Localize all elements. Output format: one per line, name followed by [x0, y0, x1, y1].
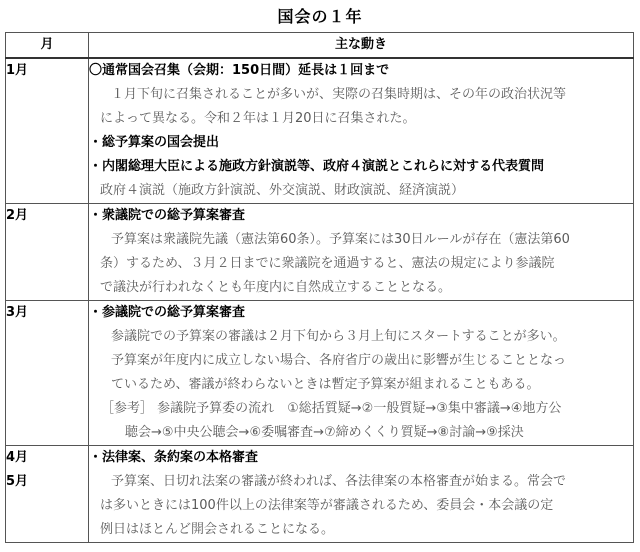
reference-note: ［参考］ 参議院予算委の流れ ①総括質疑→②一般質疑→③集中審議→④地方公: [101, 401, 562, 416]
event-note: 参議院での予算案の審議は２月下旬から３月上旬にスタートすることが多い。: [111, 329, 566, 344]
event-note: によって異なる。令和２年は１月20日に召集された。: [100, 111, 416, 126]
events-cell: [89, 58, 634, 204]
schedule-table: [5, 32, 634, 543]
event-heading: ・総予算案の国会提出: [89, 135, 220, 150]
events-cell: [89, 204, 634, 301]
table-row: [6, 446, 634, 543]
table-row: [6, 58, 634, 204]
events-cell: [89, 446, 634, 543]
event-heading: ・衆議院での総予算案審査: [89, 208, 246, 223]
event-note: 予算案は衆議院先議（憲法第60条）。予算案には30日ルールが存在（憲法第60: [111, 232, 570, 247]
event-heading: 〇通常国会召集（会期：150日間）延長は１回まで: [89, 63, 390, 78]
events-cell: [89, 301, 634, 446]
month-cell: [6, 301, 89, 446]
event-note: １月下旬に召集されることが多いが、実際の召集時期は、その年の政治状況等: [111, 87, 567, 102]
month-cell: [6, 446, 89, 543]
event-note: 予算案が年度内に成立しない場合、各府省庁の歳出に影響が生じることとなっ: [111, 353, 567, 368]
reference-note: 聴会→⑤中央公聴会→⑥委嘱審査→⑦締めくくり質疑→⑧討論→⑨採決: [125, 425, 524, 440]
events-column-header: 主な動き: [89, 33, 634, 59]
month-cell: [6, 58, 89, 204]
page-title: 国会の１年: [277, 7, 363, 26]
event-note: で議決が行われなくとも年度内に自然成立することとなる。: [100, 280, 452, 295]
event-note: は多いときには100件以上の法律案等が審議されるため、委員会・本会議の定: [100, 498, 554, 513]
month-label: 4月: [6, 450, 29, 465]
month-label: 2月: [6, 208, 29, 223]
event-heading: ・参議院での総予算案審査: [89, 305, 246, 320]
month-label: 5月: [6, 474, 29, 489]
event-note: 政府４演説（施政方針演説、外交演説、財政演説、経済演説）: [100, 183, 465, 198]
table-row: [6, 204, 634, 301]
table-row: [6, 301, 634, 446]
event-heading: ・内閣総理大臣による施政方針演説等、政府４演説とこれらに対する代表質問: [89, 159, 545, 174]
month-label: 1月: [6, 63, 29, 78]
month-cell: [6, 204, 89, 301]
event-note: ているため、審議が終わらないときは暫定予算案が組まれることもある。: [111, 377, 540, 392]
table-header-row: [6, 33, 634, 59]
month-label: 3月: [6, 305, 29, 320]
event-note: 条）するため、３月２日までに衆議院を通過すると、憲法の規定により参議院: [100, 256, 555, 271]
month-column-header: 月: [6, 33, 89, 59]
event-note: 予算案、日切れ法案の審議が終われば、各法律案の本格審査が始まる。常会で: [111, 474, 567, 489]
event-heading: ・法律案、条約案の本格審査: [89, 450, 259, 465]
schedule-body: [6, 58, 634, 543]
event-note: 例日はほとんど開会されることになる。: [100, 522, 335, 537]
